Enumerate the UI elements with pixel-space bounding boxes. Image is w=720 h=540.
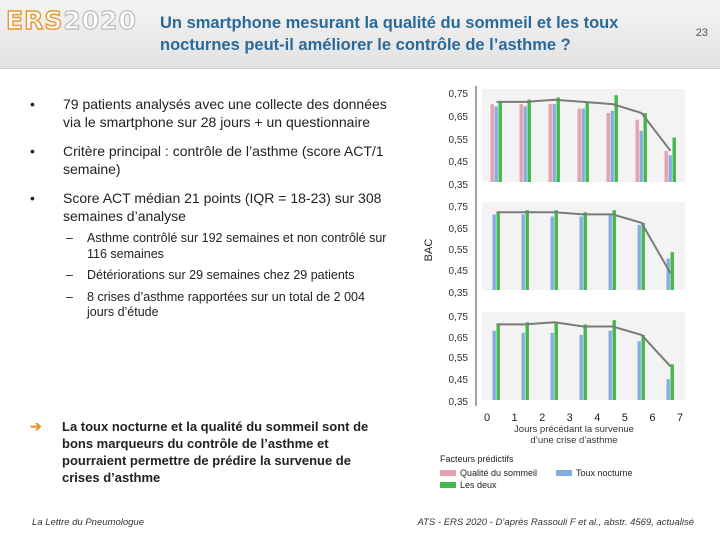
x-axis-label xyxy=(514,424,634,446)
legend-swatch xyxy=(440,470,456,476)
bar xyxy=(613,320,616,400)
bar xyxy=(642,335,645,400)
bar xyxy=(520,104,523,182)
bar xyxy=(667,379,670,400)
footer-source-journal: La Lettre du Pneumologue xyxy=(32,517,144,528)
bar xyxy=(491,104,494,182)
logo-year: 2020 xyxy=(63,6,137,35)
bar xyxy=(673,138,676,183)
bar xyxy=(549,104,552,182)
bar xyxy=(584,324,587,400)
y-tick-label: 0,35 xyxy=(448,288,468,299)
y-tick-label: 0,55 xyxy=(448,353,468,364)
bar xyxy=(642,223,645,290)
bar xyxy=(638,341,641,400)
legend-swatch xyxy=(556,470,572,476)
bar xyxy=(609,214,612,290)
bar xyxy=(555,210,558,290)
bar xyxy=(578,109,581,182)
y-tick-label: 0,35 xyxy=(448,397,468,408)
bar xyxy=(497,212,500,290)
y-tick-label: 0,45 xyxy=(448,157,468,168)
x-tick-label: 5 xyxy=(621,412,628,424)
legend-label: Toux nocturne xyxy=(576,468,633,478)
bar xyxy=(613,210,616,290)
sub-bullet-text: Asthme contrôlé sur 192 semaines et non contrôlé sur 116 semaines xyxy=(87,231,387,261)
bar xyxy=(580,335,583,400)
slide-title-line2: nocturnes peut-il améliorer le contrôle de l’asthme ? xyxy=(160,36,571,54)
bar xyxy=(640,131,643,182)
bar xyxy=(671,364,674,400)
bullet-symbol: • xyxy=(30,190,35,206)
bullet-text: Score ACT médian 21 points (IQR = 18-23) sur 308 semaines d’analyse xyxy=(63,190,382,224)
y-tick-label: 0,55 xyxy=(448,245,468,256)
chart-panel-2 xyxy=(482,202,685,290)
bar xyxy=(497,324,500,400)
bar xyxy=(636,120,639,182)
legend-title: Facteurs prédictifs xyxy=(440,454,514,464)
bar xyxy=(553,104,556,182)
x-tick-label: 1 xyxy=(511,412,518,424)
bar xyxy=(667,259,670,291)
chart-legend xyxy=(440,454,633,490)
bar xyxy=(580,217,583,291)
legend-label: Les deux xyxy=(460,480,497,490)
bar xyxy=(524,106,527,182)
bar xyxy=(582,109,585,182)
bar xyxy=(526,322,529,400)
x-tick-label: 3 xyxy=(566,412,573,424)
slide-title-line1: Un smartphone mesurant la qualité du sommeil et les toux xyxy=(160,14,619,32)
bar xyxy=(638,225,641,290)
page-number: 23 xyxy=(695,27,708,39)
bar xyxy=(528,100,531,182)
bullet-symbol: • xyxy=(30,143,35,159)
bar xyxy=(495,106,498,182)
y-tick-label: 0,75 xyxy=(448,89,468,100)
bar xyxy=(522,214,525,290)
bar xyxy=(522,333,525,400)
y-tick-label: 0,35 xyxy=(448,180,468,191)
bar xyxy=(671,252,674,290)
dash-symbol: – xyxy=(66,268,73,282)
sub-bullet-text: 8 crises d’asthme rapportées sur un total de 2 004 jours d’étude xyxy=(87,289,365,319)
logo-ers: ERS xyxy=(6,6,64,35)
footer-reference: ATS - ERS 2020 - D’après Rassouli F et al., abstr. 4569, actualisé xyxy=(417,517,694,528)
x-axis-label-line: Jours précédant la survenue xyxy=(514,424,634,435)
x-axis-label-line: d’une crise d’asthme xyxy=(530,435,618,446)
legend-swatch xyxy=(440,482,456,488)
bar xyxy=(493,331,496,400)
x-tick-label: 6 xyxy=(649,412,656,424)
bar xyxy=(615,95,618,182)
bar xyxy=(644,113,647,182)
arrow-icon: ➔ xyxy=(30,418,42,434)
y-tick-label: 0,65 xyxy=(448,224,468,235)
sub-bullet-text: Détériorations sur 29 semaines chez 29 patients xyxy=(87,268,355,282)
x-tick-label: 0 xyxy=(483,412,491,424)
y-tick-label: 0,65 xyxy=(448,333,468,344)
bar xyxy=(526,210,529,290)
y-tick-label: 0,65 xyxy=(448,112,468,123)
bar xyxy=(665,151,668,182)
bar xyxy=(611,111,614,182)
chart-panel-1 xyxy=(482,89,685,182)
bullet-text: 79 patients analysés avec une collecte des données via le smartphone sur 28 jours + un questionnaire xyxy=(63,96,387,130)
bar xyxy=(669,155,672,182)
bar xyxy=(584,212,587,290)
bar xyxy=(551,333,554,400)
bar xyxy=(493,214,496,290)
dash-symbol: – xyxy=(66,289,73,304)
bullet-symbol: • xyxy=(30,96,35,112)
conclusion-text: La toux nocturne et la qualité du sommeil sont de bons marqueurs du contrôle de l’asthme et pourraient permettre de prédire la survenue de crises d’asthme xyxy=(62,419,369,485)
bar xyxy=(609,331,612,400)
bar xyxy=(586,102,589,182)
x-tick-label: 2 xyxy=(539,412,546,424)
y-tick-label: 0,55 xyxy=(448,135,468,146)
bar xyxy=(499,102,502,182)
bar xyxy=(557,97,560,182)
bar xyxy=(607,113,610,182)
bar xyxy=(555,322,558,400)
y-tick-label: 0,45 xyxy=(448,375,468,386)
y-tick-label: 0,45 xyxy=(448,266,468,277)
y-tick-label: 0,75 xyxy=(448,202,468,213)
bar xyxy=(551,217,554,291)
y-tick-label: 0,75 xyxy=(448,312,468,323)
x-tick-label: 7 xyxy=(676,412,684,424)
chart-panel-3 xyxy=(482,312,685,400)
x-tick-label: 4 xyxy=(594,412,601,424)
dash-symbol: – xyxy=(66,231,73,245)
bullet-text: Critère principal : contrôle de l’asthme (score ACT/1 semaine) xyxy=(63,143,384,177)
y-axis-label: BAC xyxy=(423,238,435,262)
legend-label: Qualité du sommeil xyxy=(460,468,538,478)
